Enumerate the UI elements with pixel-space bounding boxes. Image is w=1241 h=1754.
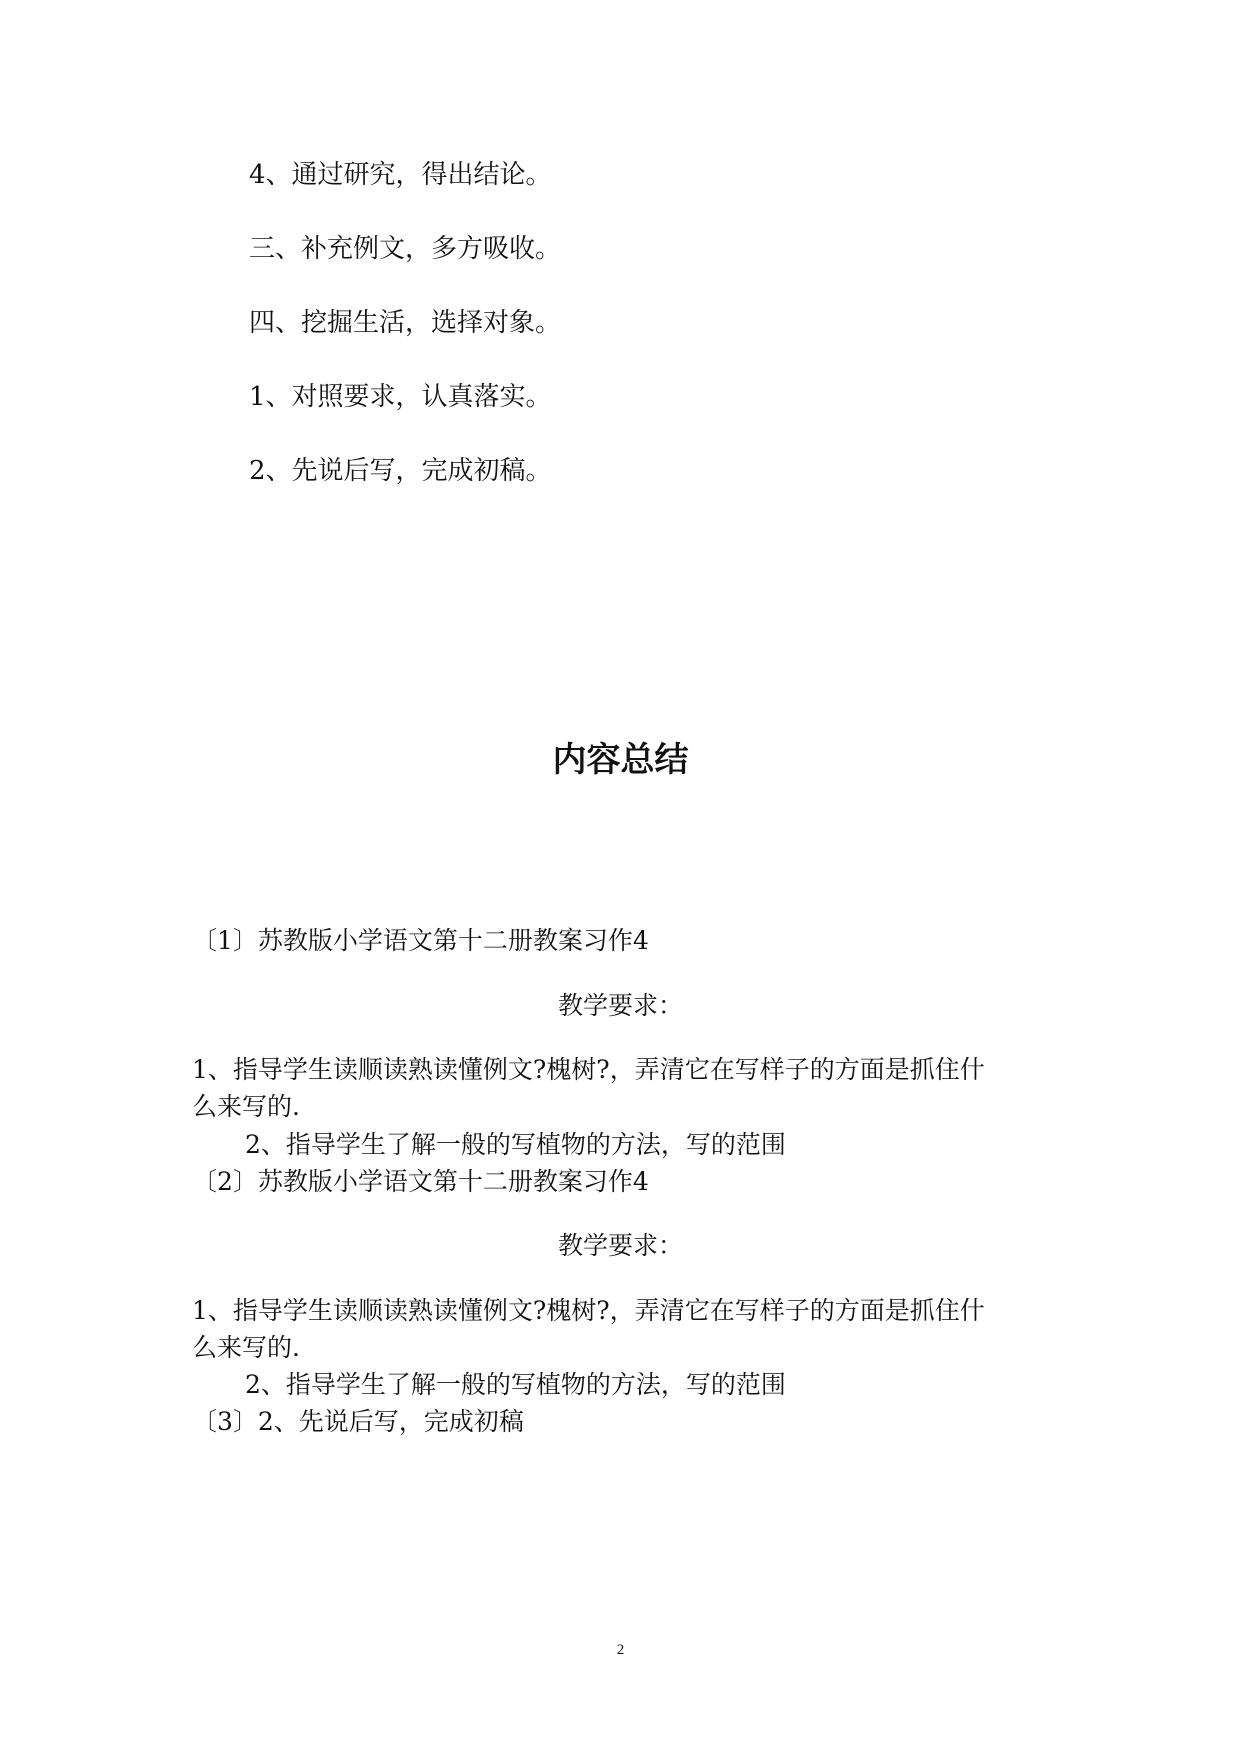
outline-step-2: 2、先说后写，完成初稿。 bbox=[249, 456, 552, 486]
summary-item-1-point-1-line-2: 么来写的. bbox=[192, 1092, 300, 1121]
summary-item-1-point-2: 2、指导学生了解一般的写植物的方法，写的范围 bbox=[245, 1130, 786, 1159]
summary-item-2-point-2: 2、指导学生了解一般的写植物的方法，写的范围 bbox=[245, 1370, 786, 1399]
outline-step-1: 1、对照要求，认真落实。 bbox=[249, 382, 552, 412]
summary-item-2-point-1-line-1: 1、指导学生读顺读熟读懂例文?槐树?，弄清它在写样子的方面是抓住什 bbox=[192, 1296, 985, 1325]
summary-item-2-title: 〔2〕苏教版小学语文第十二册教案习作4 bbox=[192, 1167, 649, 1196]
summary-item-1-point-1-line-1: 1、指导学生读顺读熟读懂例文?槐树?，弄清它在写样子的方面是抓住什 bbox=[192, 1055, 985, 1084]
outline-step-4: 4、通过研究，得出结论。 bbox=[249, 160, 552, 190]
outline-section-3: 三、补充例文，多方吸收。 bbox=[249, 234, 562, 264]
summary-heading: 内容总结 bbox=[552, 740, 689, 780]
summary-item-3-title: 〔3〕2、先说后写，完成初稿 bbox=[192, 1407, 524, 1436]
summary-item-2-point-1-line-2: 么来写的. bbox=[192, 1333, 300, 1362]
summary-item-2-label: 教学要求： bbox=[557, 1231, 683, 1260]
summary-item-1-title: 〔1〕苏教版小学语文第十二册教案习作4 bbox=[192, 926, 649, 955]
page-number: 2 bbox=[616, 1642, 625, 1658]
summary-item-1-label: 教学要求： bbox=[557, 991, 683, 1020]
outline-section-4: 四、挖掘生活，选择对象。 bbox=[249, 308, 562, 338]
